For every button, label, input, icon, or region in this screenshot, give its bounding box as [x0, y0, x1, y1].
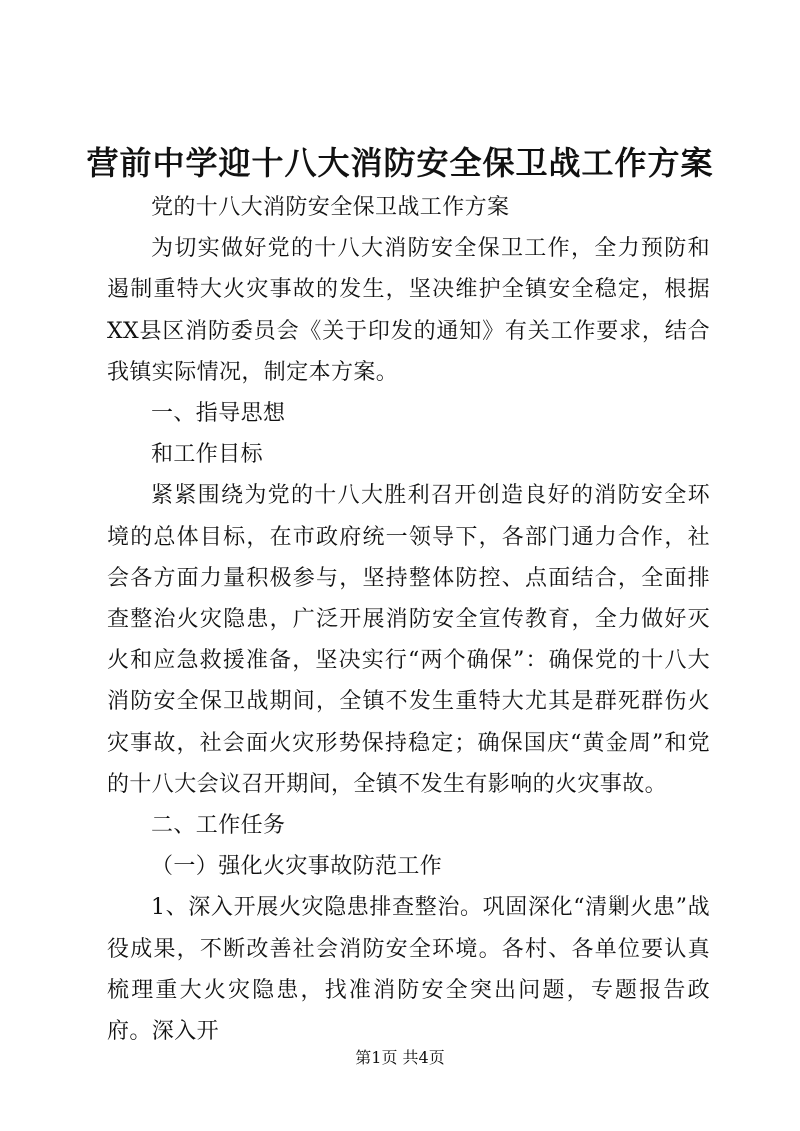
heading-prevention: （一）强化火灾事故防范工作 [151, 854, 443, 880]
document-body [107, 187, 710, 1052]
paragraph-intro: 为切实做好党的十八大消防安全保卫工作，全力预防和遏制重特大火灾事故的发生，坚决维护全镇安全稳定，根据XX县区消防委员会《关于印发的通知》有关工作要求，结合我镇实际情况，制定本方案。 [107, 236, 710, 385]
heading-work-tasks: 二、工作任务 [151, 813, 286, 839]
document-title: 营前中学迎十八大消防安全保卫战工作方案 [86, 144, 714, 182]
page-number: 第1页 共4页 [355, 1048, 445, 1067]
heading-guiding-thought: 一、指导思想 [151, 401, 286, 427]
paragraph-subtitle: 党的十八大消防安全保卫战工作方案 [151, 195, 510, 220]
paragraph-goal: 紧紧围绕为党的十八大胜利召开创造良好的消防安全环境的总体目标，在市政府统一领导下，各部门通力合作，社会各方面力量积极参与，坚持整体防控、点面结合，全面排查整治火灾隐患，广泛开展消防安全宣传教育，全力做好灭火和应急救援准备，坚决实行“两个确保”：确保党的十八大消防安全保卫战期间，全镇不发生重特大尤其是群死群伤火灾事故，社会面火灾形势保持稳定；确保国庆“黄金周”和党的十八大会议召开期间，全镇不发生有影响的火灾事故。 [107, 483, 710, 797]
paragraph-hazard-check: 1、深入开展火灾隐患排查整治。巩固深化“清剿火患”战役成果，不断改善社会消防安全环境。各村、各单位要认真梳理重大火灾隐患，找准消防安全突出问题，专题报告政府。深入开 [107, 895, 710, 1045]
heading-work-goal: 和工作目标 [151, 442, 264, 468]
